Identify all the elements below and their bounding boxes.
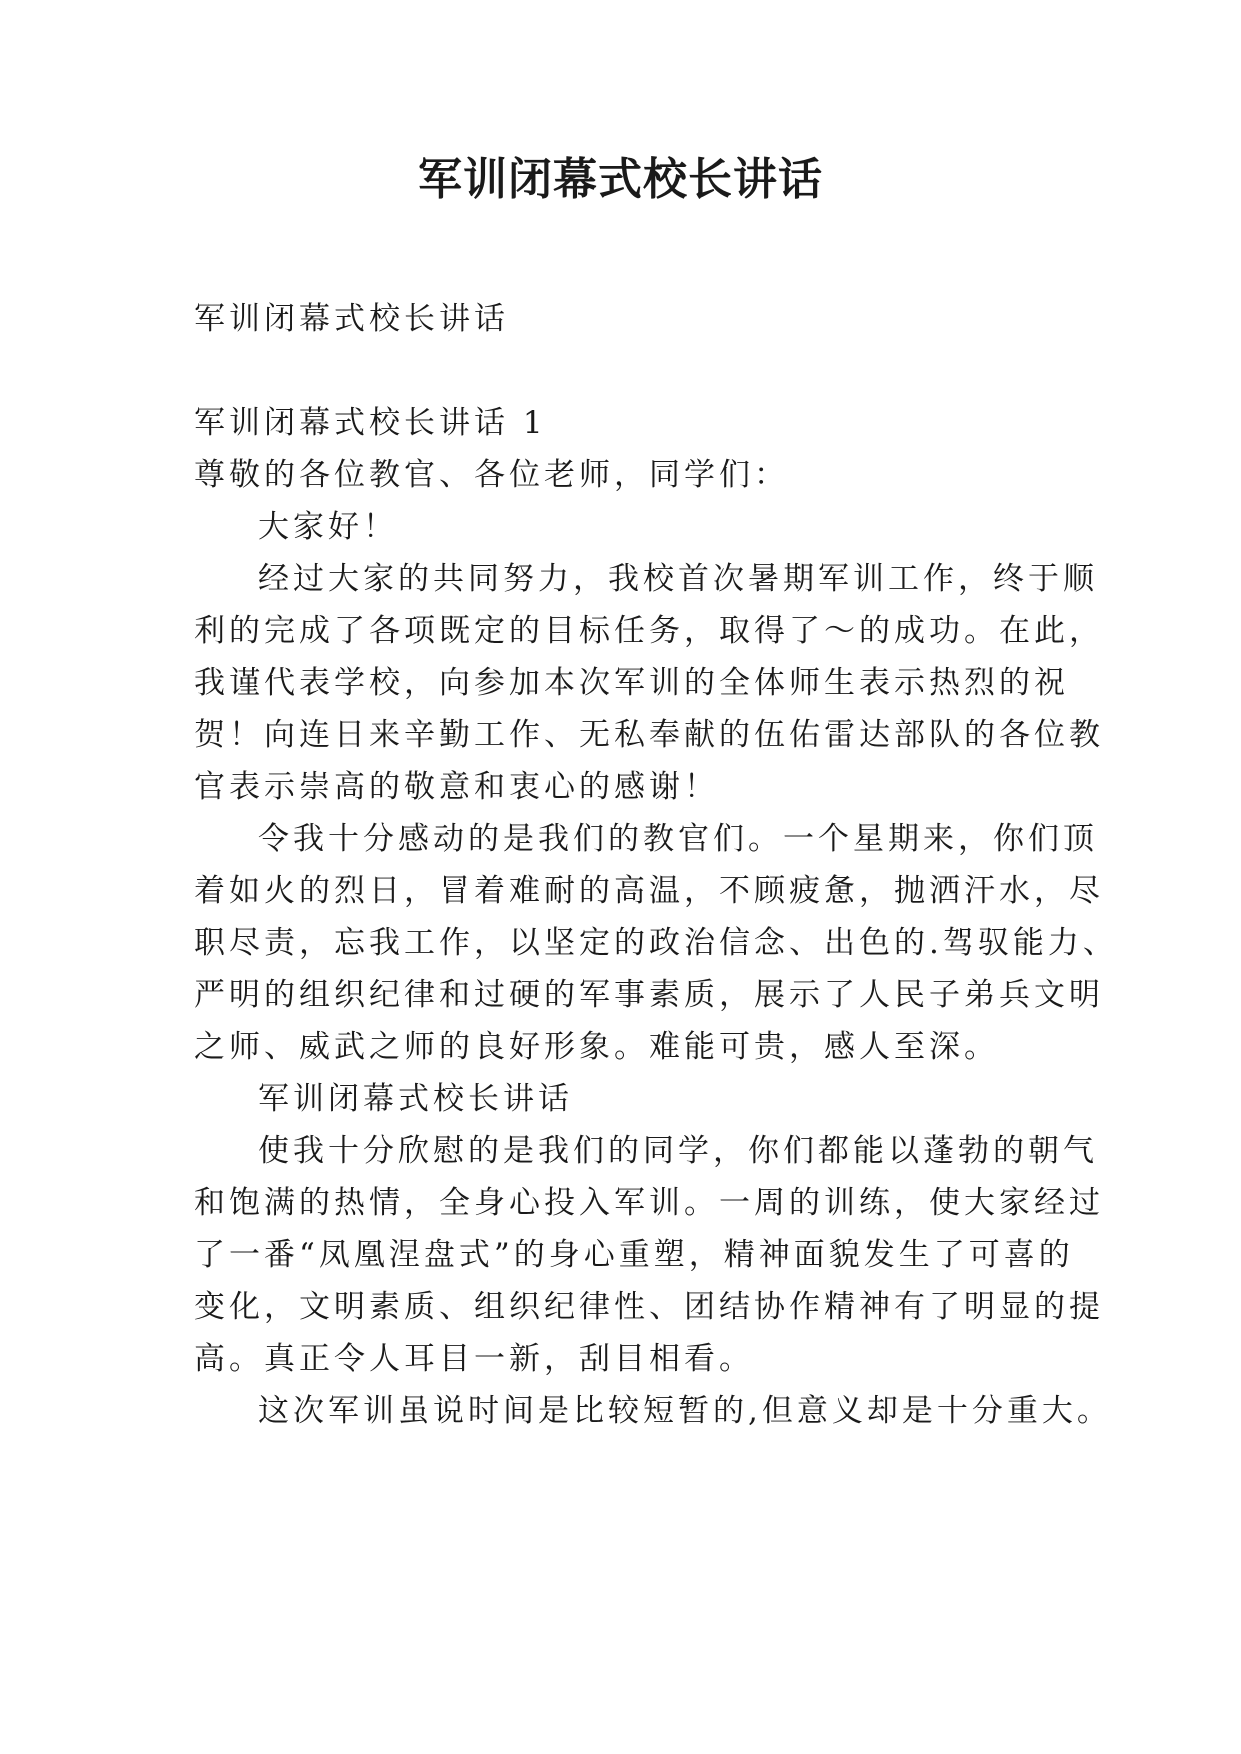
paragraph-line: 官表示崇高的敬意和衷心的感谢！ — [194, 769, 719, 805]
paragraph-line: 使我十分欣慰的是我们的同学，你们都能以蓬勃的朝气 — [258, 1133, 1098, 1169]
greeting-line: 大家好！ — [258, 509, 398, 545]
paragraph-line: 高。真正令人耳目一新，刮目相看。 — [194, 1341, 754, 1377]
paragraph-line: 令我十分感动的是我们的教官们。一个星期来，你们顶 — [258, 821, 1098, 857]
paragraph-line: 职尽责，忘我工作，以坚定的政治信念、出色的.驾驭能力、 — [194, 925, 1118, 961]
paragraph-line: 利的完成了各项既定的目标任务，取得了～的成功。在此， — [194, 613, 1104, 649]
paragraph-line: 和饱满的热情，全身心投入军训。一周的训练，使大家经过 — [194, 1185, 1104, 1221]
paragraph-line: 我谨代表学校，向参加本次军训的全体师生表示热烈的祝 — [194, 665, 1069, 701]
paragraph-line: 着如火的烈日，冒着难耐的高温，不顾疲惫，抛洒汗水，尽 — [194, 873, 1104, 909]
paragraph-line: 了一番“凤凰涅盘式”的身心重塑，精神面貌发生了可喜的 — [194, 1237, 1074, 1273]
paragraph-line: 之师、威武之师的良好形象。难能可贵，感人至深。 — [194, 1029, 999, 1065]
document-title: 军训闭幕式校长讲话 — [418, 154, 823, 205]
section-heading: 军训闭幕式校长讲话 1 — [194, 405, 547, 441]
paragraph-line: 这次军训虽说时间是比较短暂的,但意义却是十分重大。 — [258, 1393, 1112, 1429]
paragraph-line: 变化，文明素质、组织纪律性、团结协作精神有了明显的提 — [194, 1289, 1104, 1325]
inline-heading-line: 军训闭幕式校长讲话 — [258, 1081, 573, 1117]
paragraph-line: 经过大家的共同努力，我校首次暑期军训工作，终于顺 — [258, 561, 1098, 597]
salutation-line: 尊敬的各位教官、各位老师，同学们： — [194, 457, 789, 493]
paragraph-line: 严明的组织纪律和过硬的军事素质，展示了人民子弟兵文明 — [194, 977, 1104, 1013]
paragraph-line: 贺！向连日来辛勤工作、无私奉献的伍佑雷达部队的各位教 — [194, 717, 1104, 753]
document-subtitle: 军训闭幕式校长讲话 — [194, 301, 509, 337]
